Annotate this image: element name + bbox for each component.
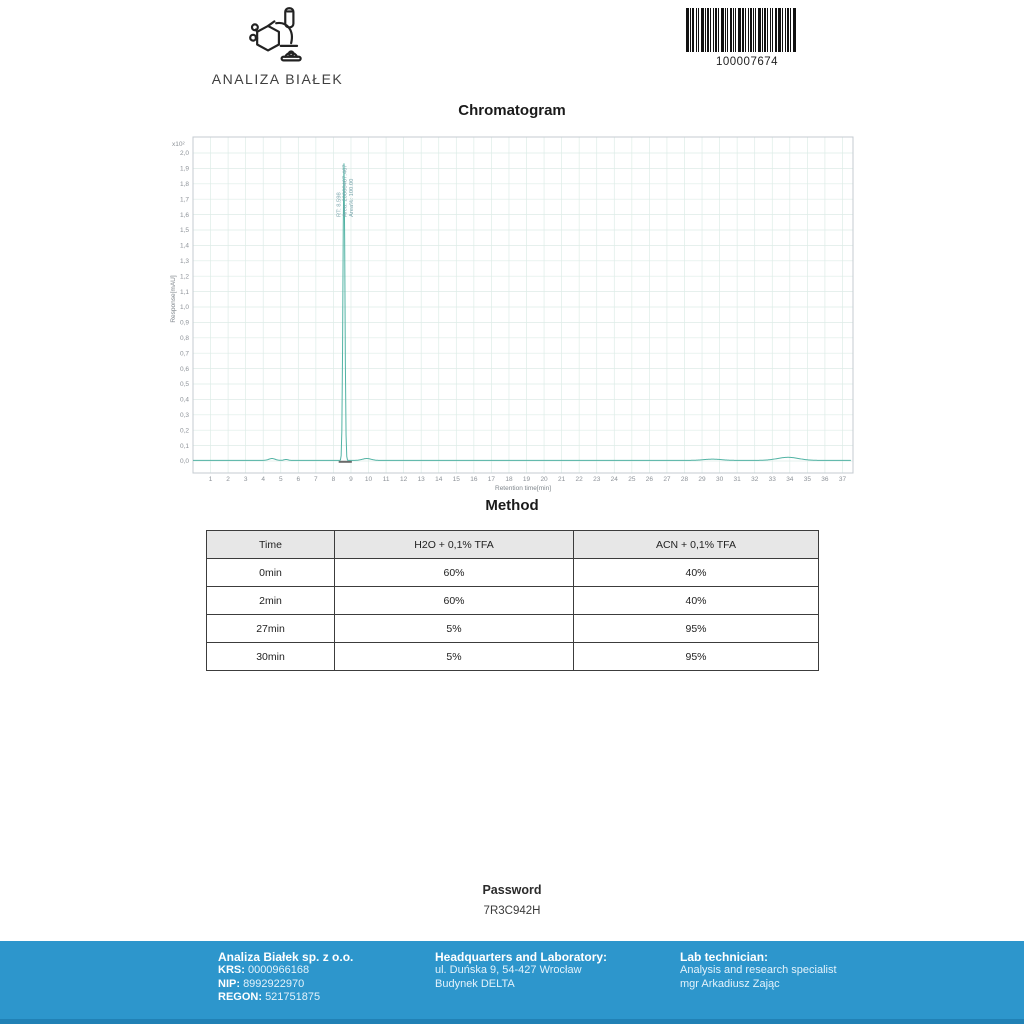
svg-text:0,0: 0,0	[179, 458, 189, 466]
svg-text:33: 33	[768, 476, 776, 483]
technician-title: Lab technician:	[680, 950, 769, 964]
svg-text:1,3: 1,3	[179, 258, 189, 265]
svg-text:25: 25	[628, 476, 636, 483]
table-cell: 40%	[574, 587, 819, 615]
svg-text:0,6: 0,6	[179, 365, 189, 373]
svg-text:7: 7	[314, 476, 318, 483]
svg-text:5: 5	[278, 476, 283, 483]
svg-text:0,8: 0,8	[179, 335, 189, 342]
table-cell: 95%	[574, 615, 819, 643]
svg-text:24: 24	[610, 476, 618, 483]
table-cell: 40%	[574, 559, 819, 587]
svg-text:Area%: 100.00: Area%: 100.00	[348, 178, 355, 217]
table-cell: 95%	[574, 643, 819, 671]
svg-text:22: 22	[575, 476, 583, 483]
nip-value: 8992922970	[243, 977, 305, 990]
svg-text:1,0: 1,0	[179, 304, 189, 312]
svg-text:0,5: 0,5	[179, 381, 189, 389]
table-row	[207, 587, 819, 615]
svg-text:20: 20	[540, 476, 548, 483]
svg-text:19: 19	[522, 476, 531, 483]
svg-text:28: 28	[680, 476, 689, 483]
svg-text:36: 36	[821, 476, 829, 483]
svg-text:4: 4	[261, 476, 266, 483]
svg-text:14: 14	[435, 476, 443, 483]
address-title: Headquarters and Laboratory:	[435, 950, 608, 964]
table-cell: 5%	[335, 615, 574, 643]
footer-technician	[680, 950, 837, 991]
password-label: Password	[482, 883, 542, 897]
col-header-h2o: H2O + 0,1% TFA	[335, 531, 574, 559]
table-header-row	[207, 531, 819, 559]
svg-text:1,9: 1,9	[179, 165, 189, 173]
table-cell: 5%	[335, 643, 574, 671]
table-cell: 60%	[335, 587, 574, 615]
table-row	[207, 615, 819, 643]
svg-text:1,6: 1,6	[179, 211, 189, 219]
nip-label: NIP:	[218, 977, 240, 990]
svg-text:0,3: 0,3	[179, 412, 189, 419]
barcode-icon	[685, 8, 809, 52]
svg-text:Retention time[min]: Retention time[min]	[495, 485, 551, 492]
svg-text:18: 18	[505, 476, 513, 483]
col-header-acn: ACN + 0,1% TFA	[574, 531, 819, 559]
technician-line2: mgr Arkadiusz Zając	[680, 977, 780, 990]
method-table	[206, 530, 819, 671]
logo	[205, 6, 350, 87]
svg-text:13: 13	[417, 476, 425, 483]
chromatogram-plot	[167, 131, 857, 493]
svg-text:17: 17	[487, 476, 496, 483]
company-name: Analiza Białek sp. z o.o.	[218, 950, 354, 964]
svg-text:x10²: x10²	[172, 141, 185, 148]
svg-text:35: 35	[803, 476, 811, 483]
svg-text:32: 32	[751, 476, 759, 483]
address-line2: Budynek DELTA	[435, 977, 515, 990]
svg-text:12: 12	[400, 476, 408, 483]
technician-line1: Analysis and research specialist	[680, 964, 837, 976]
regon-label: REGON:	[218, 991, 262, 1003]
svg-text:34: 34	[786, 476, 794, 483]
krs-value: 0000966168	[247, 964, 310, 976]
company-nip	[218, 978, 353, 992]
svg-text:Area: 20868467.467: Area: 20868467.467	[342, 164, 349, 217]
svg-text:1,7: 1,7	[179, 196, 189, 204]
svg-text:15: 15	[452, 476, 460, 483]
svg-text:30: 30	[715, 476, 724, 483]
svg-text:Response[mAU]: Response[mAU]	[170, 275, 177, 323]
table-row	[207, 559, 819, 587]
table-cell: 27min	[207, 615, 335, 643]
footer-address	[435, 950, 607, 991]
company-regon	[218, 991, 353, 1005]
svg-text:RT: 8.598: RT: 8.598	[336, 192, 343, 217]
table-cell: 30min	[207, 643, 335, 671]
password-section	[0, 883, 1024, 917]
svg-text:1,2: 1,2	[179, 273, 189, 281]
footer-bottom-stripe	[0, 1019, 1024, 1024]
regon-value: 521751875	[265, 991, 321, 1003]
svg-text:0,9: 0,9	[179, 319, 189, 327]
svg-text:1,8: 1,8	[179, 181, 189, 188]
svg-text:2,0: 2,0	[179, 150, 189, 158]
svg-text:1,5: 1,5	[179, 227, 189, 235]
password-value: 7R3C942H	[483, 905, 541, 917]
svg-text:3: 3	[243, 476, 248, 483]
svg-text:9: 9	[349, 476, 353, 483]
svg-text:2: 2	[226, 476, 230, 483]
svg-text:37: 37	[838, 476, 847, 483]
chromatogram-chart	[167, 131, 857, 493]
svg-text:0,4: 0,4	[179, 396, 189, 404]
table-cell: 2min	[207, 587, 335, 615]
svg-text:23: 23	[593, 476, 601, 483]
col-header-time: Time	[207, 531, 335, 559]
svg-text:11: 11	[382, 476, 390, 483]
svg-text:31: 31	[733, 476, 741, 483]
svg-text:1,1: 1,1	[179, 288, 189, 296]
svg-text:16: 16	[470, 476, 478, 483]
svg-text:1: 1	[208, 476, 213, 483]
svg-text:6: 6	[296, 476, 301, 483]
chromatogram-title: Chromatogram	[458, 102, 566, 119]
company-krs	[218, 964, 353, 978]
table-cell: 0min	[207, 559, 335, 587]
table-cell: 60%	[335, 559, 574, 587]
svg-text:0,2: 0,2	[179, 427, 189, 435]
logo-text: ANALIZA BIAŁEK	[211, 71, 344, 87]
address-line1: ul. Duńska 9, 54-427 Wrocław	[435, 964, 582, 976]
barcode	[684, 8, 810, 68]
krs-label: KRS:	[218, 964, 245, 976]
svg-text:8: 8	[331, 476, 336, 483]
svg-text:0,7: 0,7	[179, 350, 189, 358]
footer-company	[218, 950, 353, 1005]
svg-text:27: 27	[663, 476, 671, 483]
svg-text:10: 10	[364, 476, 373, 483]
svg-text:21: 21	[557, 476, 566, 483]
svg-text:29: 29	[698, 476, 706, 483]
svg-text:0,1: 0,1	[179, 442, 189, 450]
table-row	[207, 643, 819, 671]
barcode-number: 100007674	[715, 56, 779, 68]
footer	[0, 941, 1024, 1024]
svg-text:26: 26	[645, 476, 654, 483]
svg-text:1,4: 1,4	[179, 242, 189, 250]
method-title: Method	[485, 497, 539, 514]
molecule-microscope-icon	[248, 6, 308, 64]
